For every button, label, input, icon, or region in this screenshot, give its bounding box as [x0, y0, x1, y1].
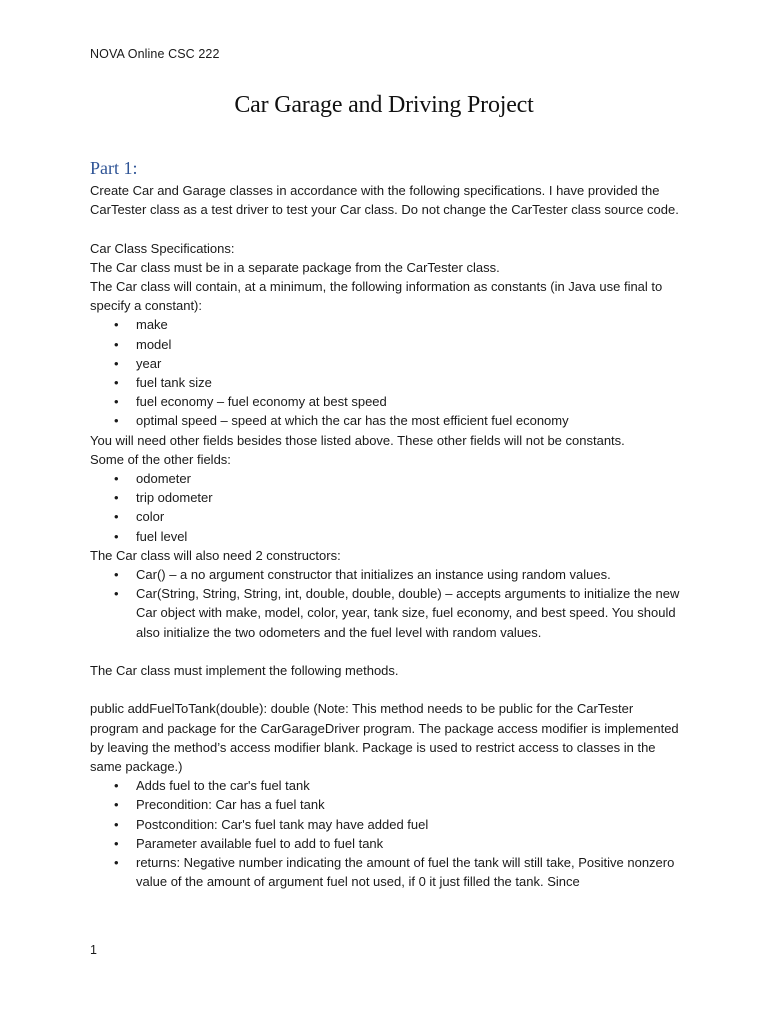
list-item: • Adds fuel to the car's fuel tank [90, 776, 680, 795]
constants-list [90, 315, 680, 430]
blank-line [90, 219, 680, 238]
document-body [90, 156, 680, 891]
list-item: • trip odometer [90, 488, 680, 507]
other-fields-intro: You will need other fields besides those listed above. These other fields will not be constants. [90, 432, 625, 448]
constants-intro: The Car class will contain, at a minimum, the following information as constants (in Java use final to specify a constant): [90, 279, 663, 314]
list-item: • returns: Negative number indicating the amount of fuel the tank will still take, Positive nonzero value of the amount of argument fuel not used, if 0 it just filled the tank. Since [90, 853, 680, 891]
list-item: • fuel tank size [90, 373, 680, 392]
other-fields-list [90, 469, 680, 546]
page-number: 1 [90, 943, 97, 957]
list-item: • Car() – a no argument constructor that initializes an instance using random values. [90, 565, 680, 584]
methods-intro: The Car class must implement the following methods. [90, 663, 399, 679]
constructors-list [90, 565, 680, 642]
blank-line [90, 642, 680, 661]
list-item: • fuel level [90, 527, 680, 546]
list-item: • odometer [90, 469, 680, 488]
intro-paragraph: Create Car and Garage classes in accordance with the following specifications. I have provided the CarTester class as a test driver to test your Car class. Do not change the CarTester class source code. [90, 183, 679, 218]
list-item: • make [90, 315, 680, 334]
list-item: • Postcondition: Car's fuel tank may have added fuel [90, 815, 680, 834]
section-heading-part1: Part 1: [90, 158, 138, 178]
document-title: Car Garage and Driving Project [234, 92, 534, 118]
list-item: • Parameter available fuel to add to fuel tank [90, 834, 680, 853]
package-note: The Car class must be in a separate package from the CarTester class. [90, 259, 500, 275]
blank-line [90, 680, 680, 699]
list-item: • Precondition: Car has a fuel tank [90, 795, 680, 814]
list-item: • optimal speed – speed at which the car has the most efficient fuel economy [90, 411, 680, 430]
list-item: • fuel economy – fuel economy at best speed [90, 392, 680, 411]
list-item: • model [90, 335, 680, 354]
page-header: NOVA Online CSC 222 [90, 47, 220, 61]
list-item: • Car(String, String, String, int, double, double, double) – accepts arguments to initialize the new Car object with make, model, color, year, tank size, fuel economy, and best speed. You should also initialize the two odometers and the fuel level with random values. [90, 584, 680, 642]
other-fields-intro-2: Some of the other fields: [90, 451, 231, 467]
list-item: • year [90, 354, 680, 373]
list-item: • color [90, 507, 680, 526]
constructors-intro: The Car class will also need 2 constructors: [90, 547, 341, 563]
method-signature: public addFuelToTank(double): double (Note: This method needs to be public for the CarTester program and package for the CarGarageDriver program. The package access modifier is implemented by leaving the method’s access modifier blank. Package is used to restrict access to classes in the same package.) [90, 701, 679, 775]
specs-heading: Car Class Specifications: [90, 240, 235, 256]
method-details-list [90, 776, 680, 891]
